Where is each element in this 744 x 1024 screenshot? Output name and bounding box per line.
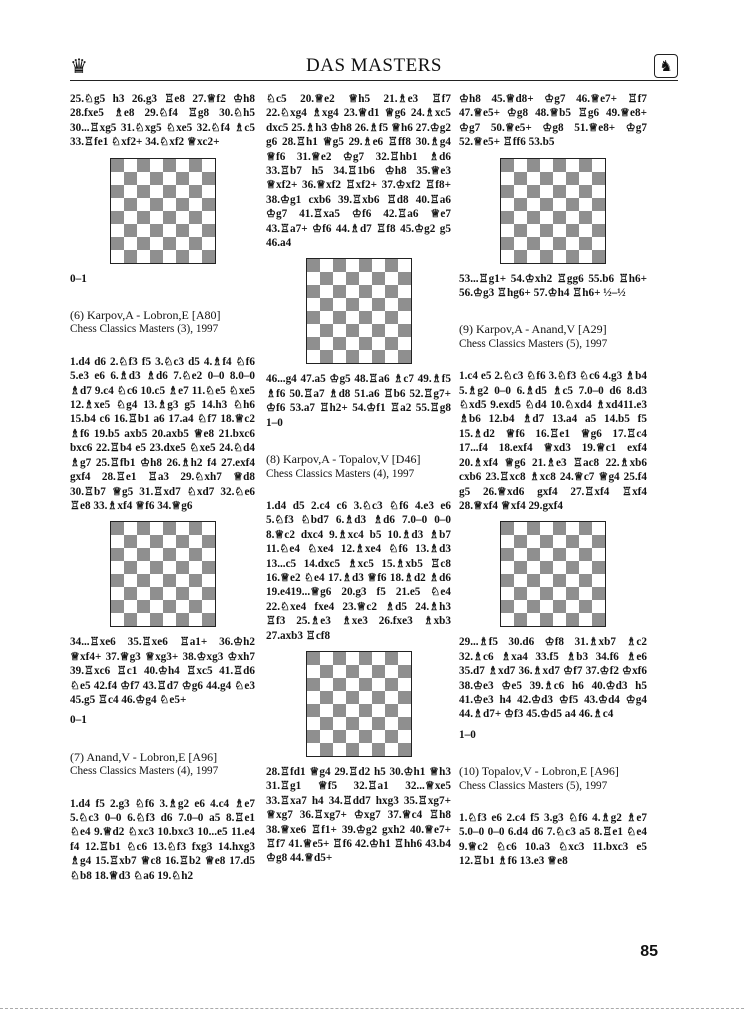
game-title: (9) Karpov,A - Anand,V [A29] xyxy=(459,322,607,337)
game-moves: ♘c5 20.♕e2 ♕h5 21.♗e3 ♖f7 22.♘xg4 ♗xg4 23.♕d1 ♕g6 24.♗xc5 dxc5 25.♗h3 ♔h8 26.♗f5 ♕h6 27.♔g2 g6 28.♖h1 ♕g5 29.♗e6 ♖ff8 30.♗g4 ♕f6 31.♕e2 ♔g7 32.♖hb1 ♗d6 33.♖b7 h5 34.♖1b6 ♔h8 35.♕e3 ♕xf2+ 36.♕xf2 ♖xf2+ 37.♔xf2 ♖f8+ 38.♔g1 cxb6 39.♖xb6 ♖d8 40.♖a6 ♔g7 41.♖xa5 ♔f6 42.♖a6 ♕e7 43.♖a7+ ♔f6 44.♗d7 ♖f8 45.♔g2 g5 46.a4 xyxy=(266,93,451,250)
chess-diagram xyxy=(306,258,412,364)
game-moves: 29...♗f5 30.d6 ♔f8 31.♗xb7 ♗c2 32.♗c6 ♗xa4 33.f5 ♗b3 34.f6 ♗e6 35.d7 ♗xd7 36.♗xd7 ♔f7 37.♔f2 ♔xf6 38.♔e3 ♔e5 39.♗c6 h6 40.♔d3 h5 41.♔e3 h4 42.♔d3 ♔f5 43.♔d4 ♔g4 44.♗d7+ ♔f3 45.♔d5 a4 46.♗c4 xyxy=(459,636,647,721)
game-moves: 34...♖xe6 35.♖xe6 ♖a1+ 36.♔h2 ♕xf4+ 37.♕g3 ♕xg3+ 38.♔xg3 ♔xh7 39.♖xc6 ♖c1 40.♔h4 ♖xc5 41.♖d6 ♘e5 42.f4 ♔f7 43.♖d7 ♔g6 44.g4 ♘e3 45.g5 ♖c4 46.♔g4 ♘e5+ xyxy=(70,636,255,706)
game-title: (10) Topalov,V - Lobron,E [A96] xyxy=(459,764,619,779)
page-header xyxy=(70,54,678,81)
game-title: (6) Karpov,A - Lobron,E [A80] xyxy=(70,308,221,323)
game-result: 0–1 xyxy=(70,714,87,727)
game-moves: 25.♘g5 h3 26.g3 ♖e8 27.♕f2 ♔h8 28.fxe5 ♗e8 29.♘f4 ♖g8 30.♘h5 30...♖xg5 31.♘xg5 ♘xe5 32.♘f4 ♗c5 33.♖fe1 ♘xf2+ 34.♘xf2 ♕xc2+ xyxy=(70,93,255,149)
game-result: 1–0 xyxy=(459,728,476,741)
game-moves: ♔h8 45.♕d8+ ♔g7 46.♕e7+ ♖f7 47.♕e5+ ♔g8 48.♕b5 ♖g6 49.♕e8+ ♔g7 50.♕e5+ ♔g8 51.♕e8+ ♔g7 52.♕e5+ ♖ff6 53.b5 xyxy=(459,93,647,149)
game-moves: 1.d4 d5 2.c4 c6 3.♘c3 ♘f6 4.e3 e6 5.♘f3 ♘bd7 6.♗d3 ♗d6 7.0–0 0–0 8.♕c2 dxc4 9.♗xc4 b5 10.♗d3 ♗b7 11.♘e4 ♘xe4 12.♗xe4 ♘f6 13.♗d3 13...c5 14.dxc5 ♗xc5 15.♗xb5 ♖c8 16.♕e2 ♘e4 17.♗d3 ♕f6 18.♗d2 ♗d6 19.e419...♕g6 20.g3 f5 21.e5 ♘e4 22.♘xe4 fxe4 23.♕c2 ♗d5 24.♗h3 ♖f3 25.♗e3 ♗xe3 26.fxe3 ♗xb3 27.axb3 ♖cf8 xyxy=(266,499,451,642)
game-moves: 46...g4 47.a5 ♔g5 48.♖a6 ♗c7 49.♗f5 ♗f6 50.♖a7 ♗d8 51.a6 ♖b6 52.♖g7+ ♔f6 53.a7 ♖h2+ 54.♔f1 ♖a2 55.♖g8 1–0 xyxy=(266,373,451,429)
chess-diagram xyxy=(110,521,216,627)
game-event: Chess Classics Masters (4), 1997 xyxy=(70,765,219,778)
game-event: Chess Classics Masters (5), 1997 xyxy=(459,779,608,792)
game-title: (7) Anand,V - Lobron,E [A96] xyxy=(70,749,218,764)
crown-icon: ♛ xyxy=(70,54,88,78)
game-moves: 1.d4 d6 2.♘f3 f5 3.♘c3 d5 4.♗f4 ♘f6 5.e3 e6 6.♗d3 ♗d6 7.♘e2 0–0 8.0–0 ♗d7 9.c4 ♘c6 10.c5 ♗e7 11.♘e5 ♘xe5 12.♗xe5 ♘g4 13.♗g3 g5 14.h3 ♘h6 15.b4 c6 16.♖b1 a6 17.a4 ♘f7 18.♕c2 ♗f6 19.b5 axb5 20.axb5 ♕e8 21.bxc6 bxc6 22.♖b4 e5 23.dxe5 ♘xe5 24.♘d4 ♗g7 25.♖fb1 ♔h8 26.♗h2 f4 27.exf4 gxf4 28.♖e1 ♖a3 29.♘xh7 ♕d8 30.♖b7 ♕g5 31.♖xd7 ♘xd7 32.♘e6 ♖e8 33.♗xf4 ♕f6 34.♕g6 xyxy=(70,355,255,512)
footer-divider xyxy=(0,1008,744,1009)
column-2 xyxy=(266,92,451,866)
game-moves: 1.♘f3 e6 2.c4 f5 3.g3 ♘f6 4.♗g2 ♗e7 5.0–0 0–0 6.d4 d6 7.♘c3 a5 8.♖e1 ♘e4 9.♕c2 ♘c6 10.a3 ♘xc3 11.bxc3 e5 12.♖b1 ♗f6 13.e3 ♕e8 xyxy=(459,811,647,868)
chess-diagram xyxy=(500,521,606,627)
game-event: Chess Classics Masters (3), 1997 xyxy=(70,323,219,336)
chess-diagram xyxy=(306,651,412,757)
chess-diagram xyxy=(500,158,606,264)
game-event: Chess Classics Masters (5), 1997 xyxy=(459,337,608,350)
game-event: Chess Classics Masters (4), 1997 xyxy=(266,467,415,480)
page-number: 85 xyxy=(640,943,658,960)
knight-icon: ♞ xyxy=(654,54,678,78)
column-3 xyxy=(459,92,647,869)
column-1 xyxy=(70,92,255,883)
page-title: DAS MASTERS xyxy=(306,55,442,76)
game-moves: 1.d4 f5 2.g3 ♘f6 3.♗g2 e6 4.c4 ♗e7 5.♘c3 0–0 6.♘f3 d6 7.0–0 a5 8.♖e1 ♘e4 9.♕d2 ♘xc3 10.bxc3 10...e5 11.e4 f4 12.♖b1 ♘c6 13.♘f3 fxg3 14.hxg3 ♗g4 15.♖xb7 ♕c8 16.♖b2 ♕e8 17.d5 ♘b8 18.♕d3 ♘a6 19.♘h2 xyxy=(70,797,255,882)
game-moves: 53...♖g1+ 54.♔xh2 ♖gg6 55.b6 ♖h6+ 56.♔g3 ♖hg6+ 57.♔h4 ♖h6+ ½–½ xyxy=(459,272,647,300)
game-result: 0–1 xyxy=(70,272,87,285)
game-title: (8) Karpov,A - Topalov,V [D46] xyxy=(266,452,421,467)
game-moves: 28.♖fd1 ♕g4 29.♖d2 h5 30.♔h1 ♕h3 31.♖g1 ♕f5 32.♖a1 32...♕xe5 33.♖xa7 h4 34.♖dd7 hxg3 35.♖xg7+ ♕xg7 36.♖xg7+ ♔xg7 37.♕c4 ♖h8 38.♕xe6 ♖f1+ 39.♔g2 gxh2 40.♕e7+ ♖f7 41.♕e5+ ♖f6 42.♔h1 ♖hh6 43.b4 ♔g8 44.♕d5+ xyxy=(266,765,451,865)
game-moves: 1.c4 e5 2.♘c3 ♘f6 3.♘f3 ♘c6 4.g3 ♗b4 5.♗g2 0–0 6.♗d5 ♗c5 7.0–0 d6 8.d3 ♘xd5 9.exd5 ♘d4 10.♘xd4 ♗xd411.e3 ♗b6 12.b4 ♗d7 13.a4 a5 14.b5 f5 15.♗d2 ♕f6 16.♖e1 ♕g6 17.♖c4 17...f4 18.exf4 ♕xd3 19.♕c1 exf4 20.♗xf4 ♕g6 21.♗e3 ♖ac8 22.♗xb6 cxb6 23.♖xc8 ♗xc8 24.♕c7 ♕g4 25.f4 g5 26.♕xd6 gxf4 27.♖xf4 ♖xf4 28.♕xf4 ♕xf4 29.gxf4 xyxy=(459,370,647,512)
chess-diagram xyxy=(110,158,216,264)
